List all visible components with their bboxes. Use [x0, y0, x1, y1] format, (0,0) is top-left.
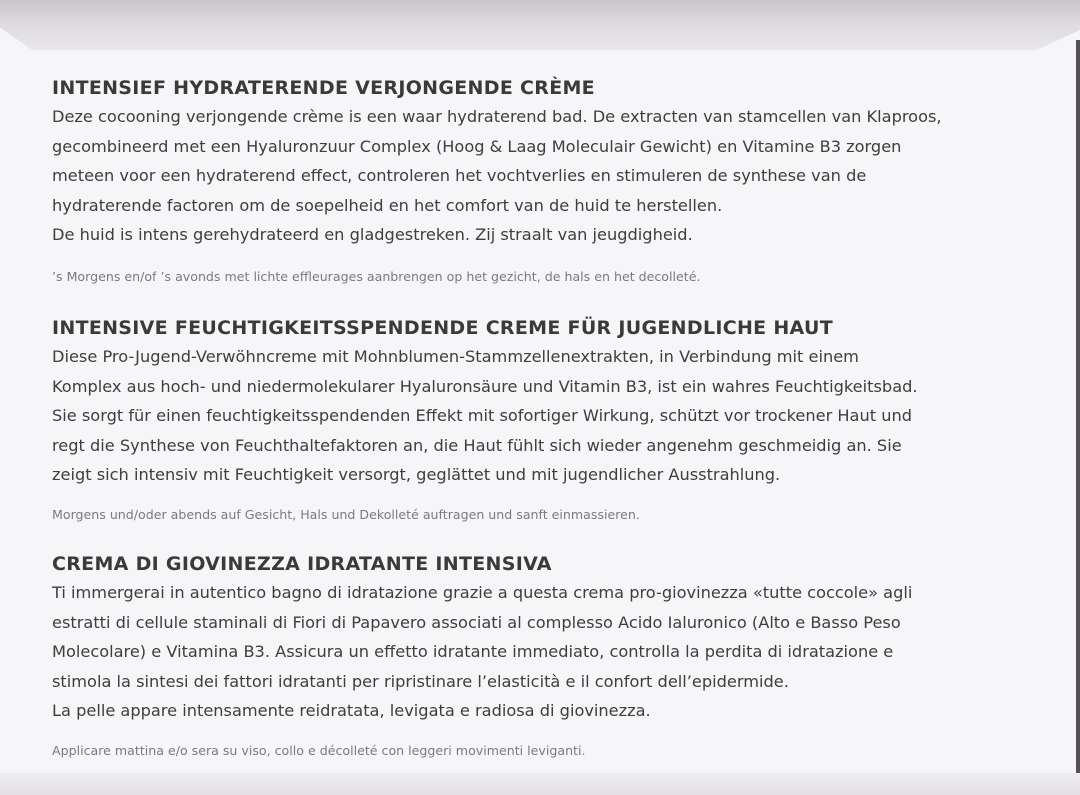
body-line: Molecolare) e Vitamina B3. Assicura un effetto idratante immediato, controlla la perdita di idratazione e	[52, 642, 894, 661]
section-heading: INTENSIEF HYDRATERENDE VERJONGENDE CRÈME	[52, 77, 595, 99]
body-line: hydraterende factoren om de soepelheid en het comfort van de huid te herstellen.	[52, 195, 723, 215]
body-line: La pelle appare intensamente reidratata, levigata e radiosa di giovinezza.	[52, 701, 651, 720]
usage-instructions: ’s Morgens en/of ’s avonds met lichte effleurages aanbrengen op het gezicht, de hals en het decolleté.	[52, 268, 701, 284]
section-heading: INTENSIVE FEUCHTIGKEITSSPENDENDE CREME FÜR JUGENDLICHE HAUT	[52, 317, 833, 339]
body-line: De huid is intens gerehydrateerd en gladgestreken. Zij straalt van jeugdigheid.	[52, 225, 693, 244]
body-line: estratti di cellule staminali di Fiori di Papavero associati al complesso Acido Ialuronico (Alto e Basso Peso	[52, 612, 901, 632]
body-line: regt die Synthese von Feuchthaltefaktoren an, die Haut fühlt sich wieder angenehm geschmeidig an. Sie	[52, 435, 902, 455]
section-body	[52, 578, 1062, 726]
body-line: stimola la sintesi dei fattori idratanti per ripristinare l’elasticità e il confort dell’epidermide.	[52, 671, 789, 691]
body-line: zeigt sich intensiv mit Feuchtigkeit versorgt, geglättet und mit jugendlicher Ausstrahlung.	[52, 465, 781, 484]
section-body	[52, 102, 1062, 250]
section-body	[52, 342, 1062, 490]
body-line: Komplex aus hoch- und niedermolekularer Hyaluronsäure und Vitamin B3, ist ein wahres Feuchtigkeitsbad.	[52, 376, 918, 396]
usage-instructions: Applicare mattina e/o sera su viso, collo e décolleté con leggeri movimenti leviganti.	[52, 742, 586, 758]
section-dutch	[52, 76, 1062, 286]
section-german	[52, 316, 1062, 524]
body-line: Diese Pro-Jugend-Verwöhncreme mit Mohnblumen-Stammzellenextrakten, in Verbindung mit einem	[52, 347, 859, 366]
section-italian	[52, 552, 1062, 760]
body-line: Deze cocooning verjongende crème is een waar hydraterend bad. De extracten van stamcellen van Klaproos,	[52, 107, 942, 126]
body-line: gecombineerd met een Hyaluronzuur Complex (Hoog & Laag Moleculair Gewicht) en Vitamine B3 zorgen	[52, 136, 902, 156]
section-heading: CREMA DI GIOVINEZZA IDRATANTE INTENSIVA	[52, 553, 552, 575]
body-line: Sie sorgt für einen feuchtigkeitsspendenden Effekt mit sofortiger Wirkung, schützt vor trockener Haut und	[52, 406, 913, 425]
body-line: meteen voor een hydraterend effect, controleren het vochtverlies en stimuleren de synthese van de	[52, 166, 867, 185]
usage-instructions: Morgens und/oder abends auf Gesicht, Hals und Dekolleté auftragen und sanft einmassieren.	[52, 506, 640, 522]
body-line: Ti immergerai in autentico bagno di idratazione grazie a questa crema pro-giovinezza «tutte coccole» agli	[52, 583, 913, 602]
